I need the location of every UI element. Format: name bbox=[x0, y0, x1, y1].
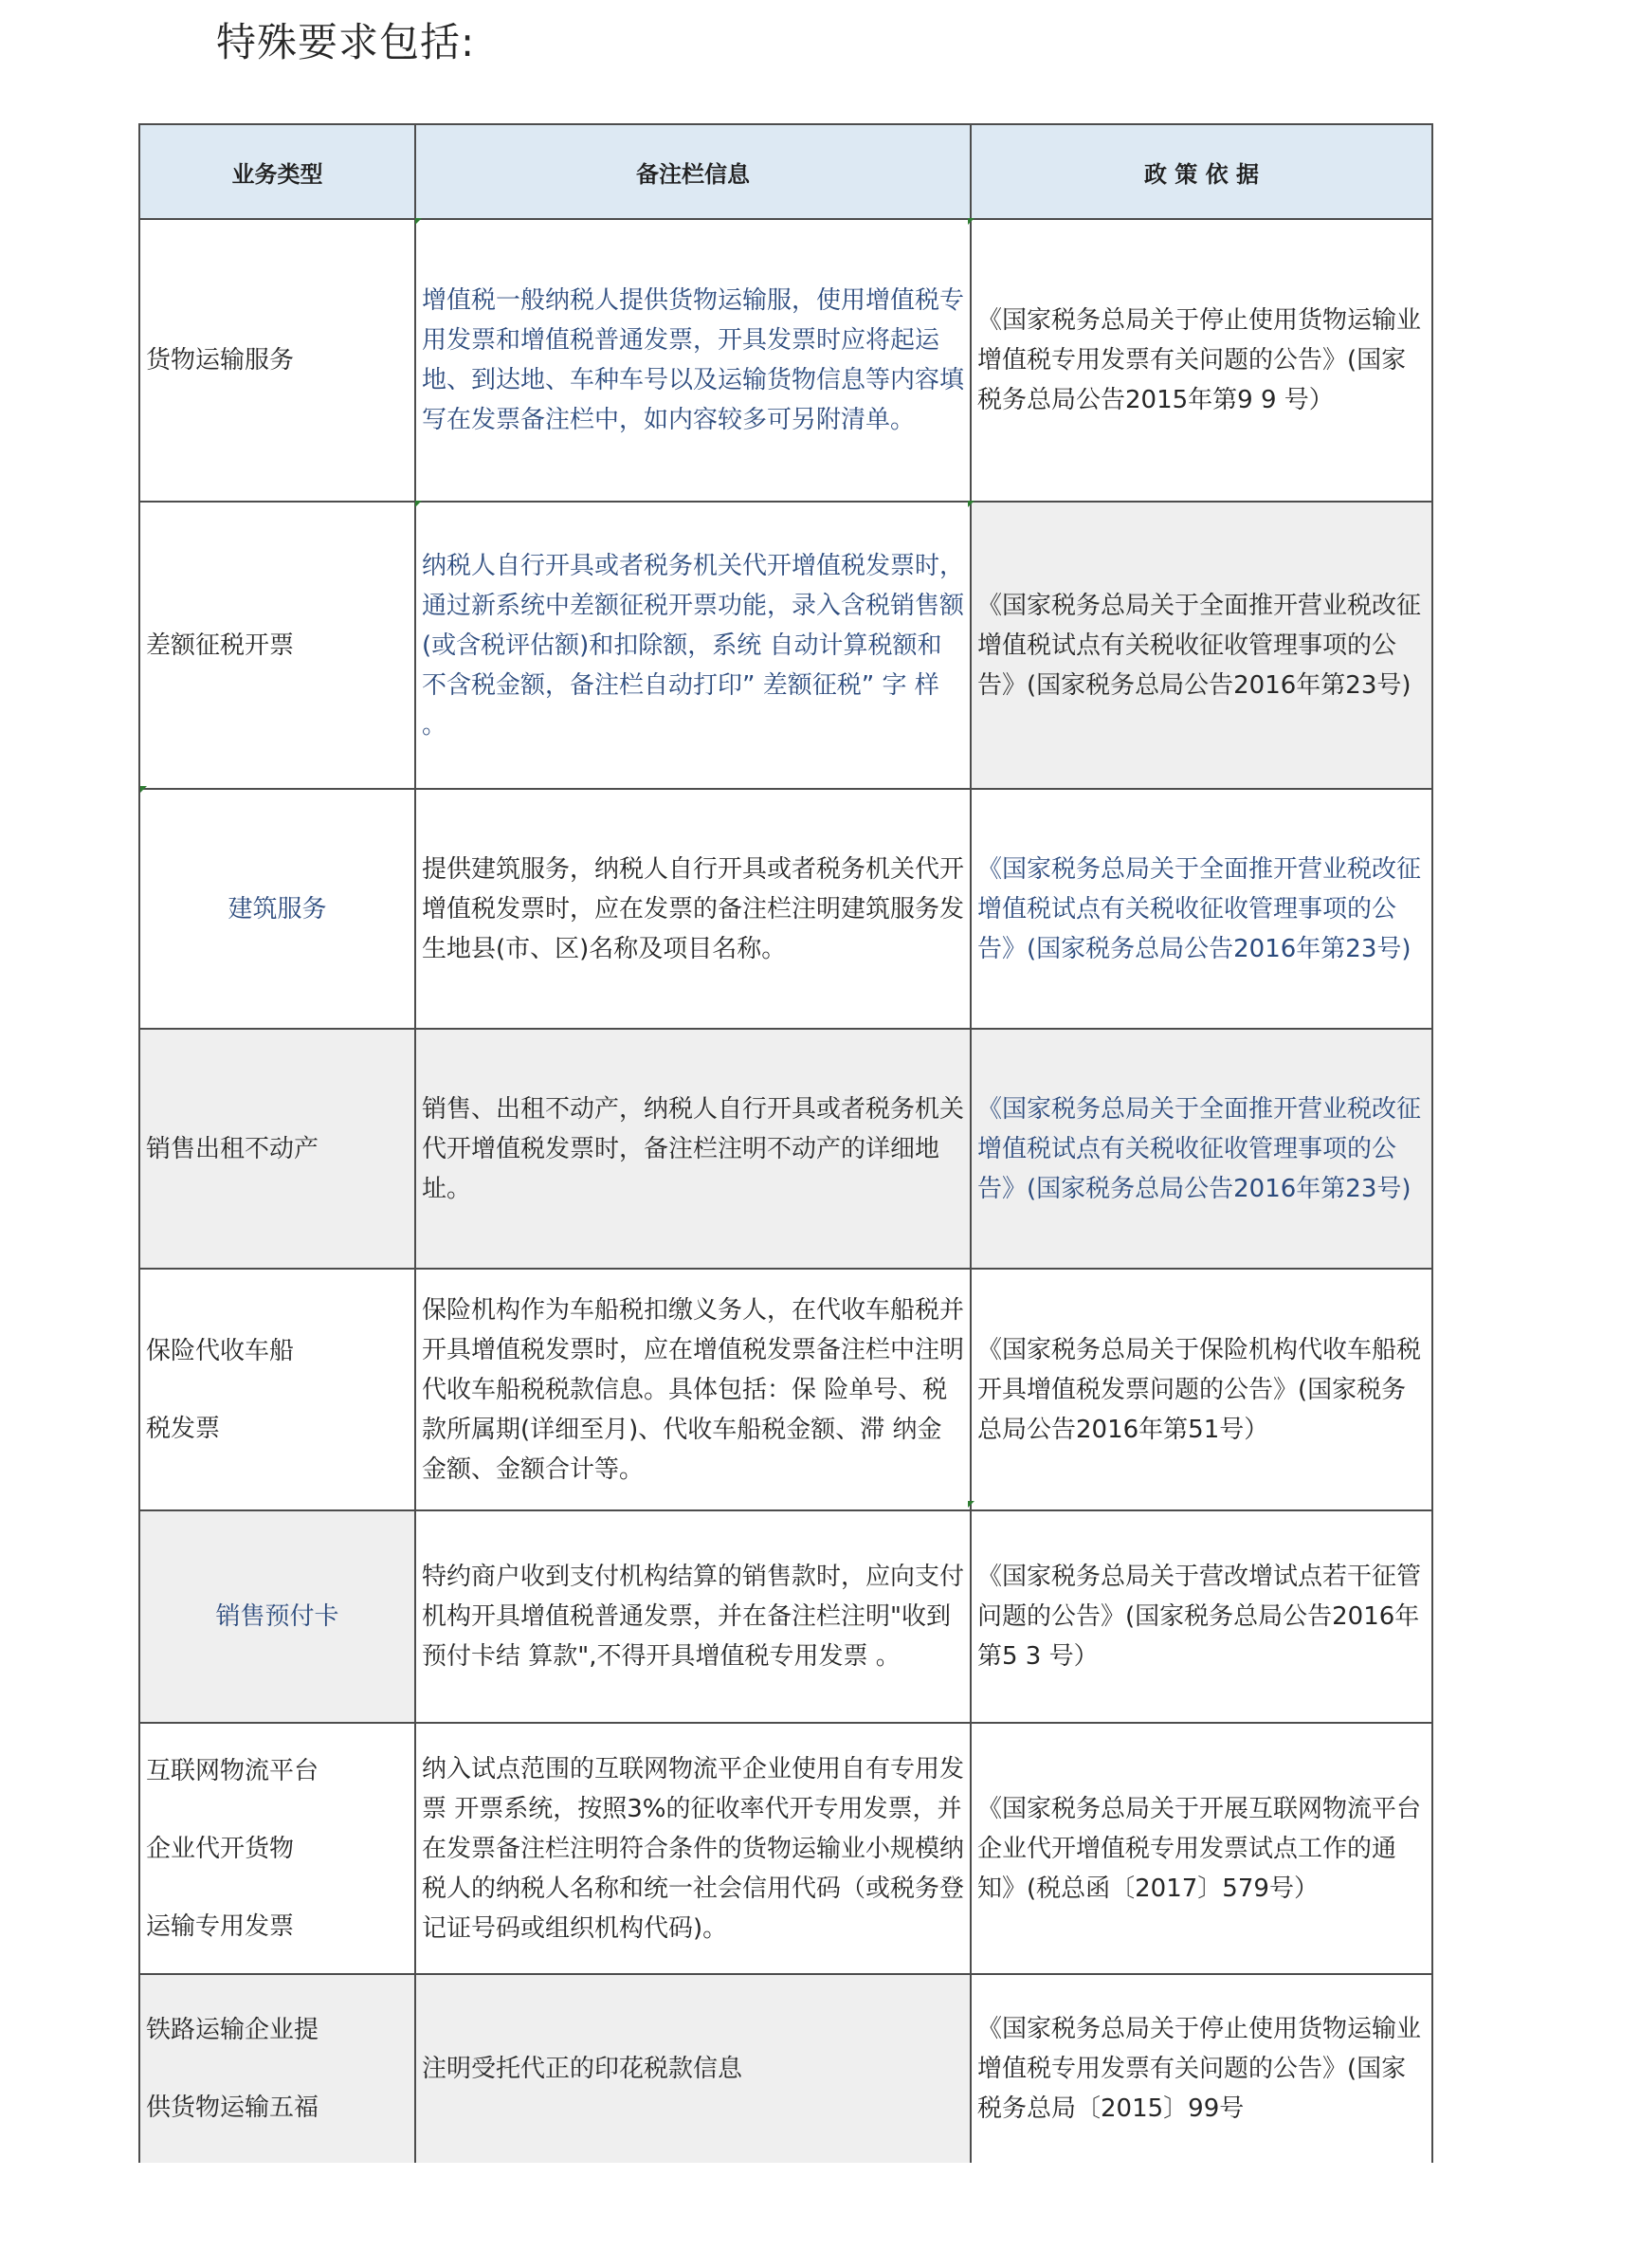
table-row bbox=[139, 1723, 1432, 1974]
table-header-row bbox=[139, 124, 1432, 219]
policy-basis-cell: 《国家税务总局关于全面推开营业税改征增值税试点有关税收征收管理事项的公告》(国家税务总局公告2016年第23号) bbox=[971, 1029, 1432, 1269]
cell-corner-marker bbox=[415, 501, 422, 507]
business-type-cell: 差额征税开票 bbox=[139, 502, 415, 789]
cell-corner-marker bbox=[415, 218, 422, 225]
policy-basis-cell: 《国家税务总局关于全面推开营业税改征增值税试点有关税收征收管理事项的公告》(国家税务总局公告2016年第23号) bbox=[971, 502, 1432, 789]
business-type-cell: 销售出租不动产 bbox=[139, 1029, 415, 1269]
invoice-remark-requirements-table bbox=[138, 123, 1433, 2163]
business-type-cell: 建筑服务 bbox=[139, 789, 415, 1029]
column-header-business-type: 业务类型 bbox=[139, 124, 415, 219]
remark-info-cell: 特约商户收到支付机构结算的销售款时，应向支付机构开具增值税普通发票，并在备注栏注明"收到预付卡结 算款",不得开具增值税专用发票 。 bbox=[415, 1510, 971, 1723]
table-row bbox=[139, 1974, 1432, 2163]
business-type-cell: 销售预付卡 bbox=[139, 1510, 415, 1723]
business-type-line: 企业代开货物 bbox=[146, 1834, 295, 1863]
table-row bbox=[139, 502, 1432, 789]
policy-basis-cell: 《国家税务总局关于营改增试点若干征管问题的公告》(国家税务总局公告2016年第5 3 号） bbox=[971, 1510, 1432, 1723]
cell-corner-marker bbox=[968, 1501, 974, 1508]
remark-info-cell: 提供建筑服务，纳税人自行开具或者税务机关代开增值税发票时，应在发票的备注栏注明建筑服务发生地县(市、区)名称及项目名称。 bbox=[415, 789, 971, 1029]
business-type-cell bbox=[139, 1974, 415, 2163]
business-type-cell bbox=[139, 1269, 415, 1510]
policy-basis-cell: 《国家税务总局关于停止使用货物运输业增值税专用发票有关问题的公告》(国家税务总局公告2015年第9 9 号） bbox=[971, 219, 1432, 502]
business-type-line: 互联网物流平台 bbox=[146, 1756, 319, 1785]
table-row bbox=[139, 1510, 1432, 1723]
cell-corner-marker bbox=[140, 786, 147, 793]
cell-corner-marker bbox=[968, 501, 974, 507]
table-row bbox=[139, 1029, 1432, 1269]
remark-info-cell: 纳入试点范围的互联网物流平企业使用自有专用发票 开票系统，按照3%的征收率代开专用发票，并在发票备注栏注明符合条件的货物运输业小规模纳税人的纳税人名称和统一社会信用代码（或税务登记证号码或组织机构代码)。 bbox=[415, 1723, 971, 1974]
column-header-policy-basis: 政 策 依 据 bbox=[971, 124, 1432, 219]
table-row bbox=[139, 789, 1432, 1029]
cell-corner-marker bbox=[968, 218, 974, 225]
policy-basis-cell: 《国家税务总局关于停止使用货物运输业增值税专用发票有关问题的公告》(国家税务总局〔2015〕99号 bbox=[971, 1974, 1432, 2163]
table-row bbox=[139, 219, 1432, 502]
business-type-line: 铁路运输企业提 bbox=[146, 2016, 319, 2044]
policy-basis-cell: 《国家税务总局关于保险机构代收车船税开具增值税发票问题的公告》(国家税务总局公告2016年第51号） bbox=[971, 1269, 1432, 1510]
policy-basis-cell: 《国家税务总局关于全面推开营业税改征增值税试点有关税收征收管理事项的公告》(国家税务总局公告2016年第23号) bbox=[971, 789, 1432, 1029]
business-type-line: 运输专用发票 bbox=[146, 1911, 295, 1941]
remark-info-cell: 增值税一般纳税人提供货物运输服，使用增值税专用发票和增值税普通发票，开具发票时应将起运地、到达地、车种车号以及运输货物信息等内容填写在发票备注栏中，如内容较多可另附清单。 bbox=[415, 219, 971, 502]
section-heading: 特殊要求包括: bbox=[216, 19, 476, 65]
remark-info-cell: 纳税人自行开具或者税务机关代开增值税发票时，通过新系统中差额征税开票功能，录入含税销售额(或含税评估额)和扣除额，系统 自动计算税额和不含税金额，备注栏自动打印” 差额征税” 字 样 。 bbox=[415, 502, 971, 789]
business-type-cell: 货物运输服务 bbox=[139, 219, 415, 502]
column-header-remark-info: 备注栏信息 bbox=[415, 124, 971, 219]
remark-info-cell: 销售、出租不动产，纳税人自行开具或者税务机关代开增值税发票时，备注栏注明不动产的详细地址。 bbox=[415, 1029, 971, 1269]
business-type-line: 保险代收车船 bbox=[146, 1336, 295, 1365]
table-row bbox=[139, 1269, 1432, 1510]
business-type-line: 供货物运输五福 bbox=[146, 2094, 319, 2122]
business-type-line: 税发票 bbox=[146, 1414, 221, 1443]
remark-info-cell: 注明受托代正的印花税款信息 bbox=[415, 1974, 971, 2163]
remark-info-cell: 保险机构作为车船税扣缴义务人，在代收车船税并开具增值税发票时，应在增值税发票备注栏中注明代收车船税税款信息。具体包括：保 险单号、税款所属期(详细至月)、代收车船税金额、滞 纳金金额、金额合计等。 bbox=[415, 1269, 971, 1510]
business-type-cell bbox=[139, 1723, 415, 1974]
policy-basis-cell: 《国家税务总局关于开展互联网物流平台企业代开增值税专用发票试点工作的通知》(税总函〔2017〕579号） bbox=[971, 1723, 1432, 1974]
